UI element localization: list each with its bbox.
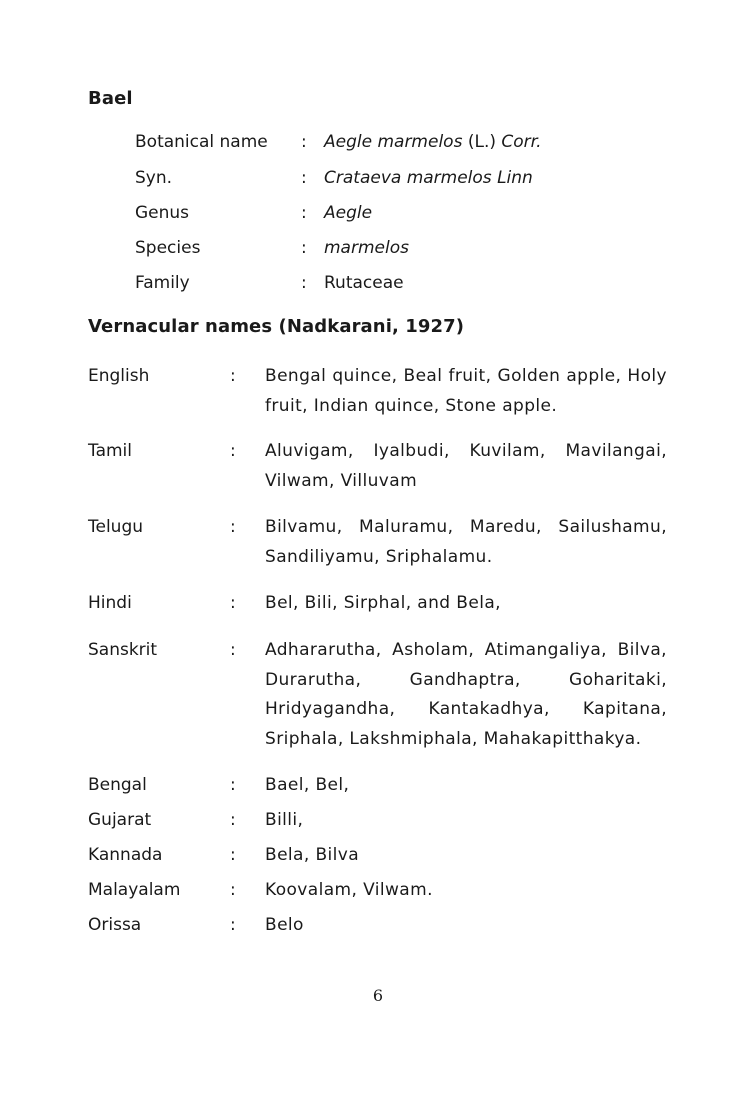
vernacular-colon: : (230, 640, 236, 660)
vernacular-value: Koovalam, Vilwam. (265, 880, 433, 900)
vernacular-title: Vernacular names (Nadkarani, 1927) (88, 316, 465, 337)
botanical-row-species (0, 236, 756, 260)
botanical-colon: : (301, 238, 307, 258)
vernacular-colon: : (230, 366, 236, 386)
botanical-row-syn (0, 166, 756, 190)
vernacular-colon: : (230, 845, 236, 865)
botanical-value: Aegle (324, 203, 373, 223)
vernacular-label: Bengal (88, 775, 147, 795)
vernacular-colon: : (230, 441, 236, 461)
botanical-value: marmelos (324, 238, 409, 258)
vernacular-label: Orissa (88, 915, 142, 935)
vernacular-value: Bengal quince, Beal fruit, Golden apple, Holy fruit, Indian quince, Stone apple. (265, 366, 667, 416)
vernacular-label: Kannada (88, 845, 163, 865)
vernacular-value: Belo (265, 915, 304, 935)
botanical-colon: : (301, 203, 307, 223)
vernacular-value: Bela, Bilva (265, 845, 360, 865)
vernacular-label: Hindi (88, 593, 132, 613)
vernacular-label: Malayalam (88, 880, 181, 900)
botanical-row-genus (0, 201, 756, 225)
vernacular-label: Gujarat (88, 810, 152, 830)
botanical-row-name (0, 130, 756, 154)
botanical-label: Species (135, 238, 201, 258)
botanical-value-plain: (L.) (462, 132, 502, 152)
botanical-colon: : (301, 168, 307, 188)
botanical-label: Genus (135, 203, 190, 223)
vernacular-colon: : (230, 593, 236, 613)
botanical-value-italic2: Corr. (501, 132, 542, 152)
vernacular-colon: : (230, 880, 236, 900)
vernacular-label: Sanskrit (88, 640, 158, 660)
botanical-row-family (0, 271, 756, 295)
vernacular-label: Telugu (88, 517, 144, 537)
vernacular-label: English (88, 366, 150, 386)
vernacular-colon: : (230, 915, 236, 935)
botanical-label: Family (135, 273, 190, 293)
vernacular-value: Billi, (265, 810, 304, 830)
vernacular-value: Aluvigam, Iyalbudi, Kuvilam, Mavilangai, Vilwam, Villuvam (265, 441, 667, 491)
botanical-label: Syn. (135, 168, 173, 188)
botanical-value (324, 130, 541, 154)
vernacular-colon: : (230, 810, 236, 830)
botanical-value: Crataeva marmelos Linn (324, 168, 533, 188)
botanical-label: Botanical name (135, 132, 268, 152)
vernacular-label: Tamil (88, 441, 132, 461)
vernacular-colon: : (230, 775, 236, 795)
vernacular-value: Bael, Bel, (265, 775, 350, 795)
vernacular-value: Bel, Bili, Sirphal, and Bela, (265, 593, 501, 613)
botanical-value-italic: Aegle marmelos (324, 132, 463, 152)
botanical-colon: : (301, 273, 307, 293)
vernacular-value: Adhararutha, Asholam, Atimangaliya, Bilva, Durarutha, Gandhaptra, Goharitaki, Hridyagandha, Kantakadhya, Kapitana, Sriphala, Lakshmiphala, Mahakapitthakya. (265, 640, 667, 749)
botanical-colon: : (301, 132, 307, 152)
section-title: Bael (88, 88, 133, 109)
botanical-value: Rutaceae (324, 273, 404, 293)
vernacular-value: Bilvamu, Maluramu, Maredu, Sailushamu, Sandiliyamu, Sriphalamu. (265, 517, 667, 567)
page-number: 6 (372, 986, 384, 1005)
vernacular-colon: : (230, 517, 236, 537)
